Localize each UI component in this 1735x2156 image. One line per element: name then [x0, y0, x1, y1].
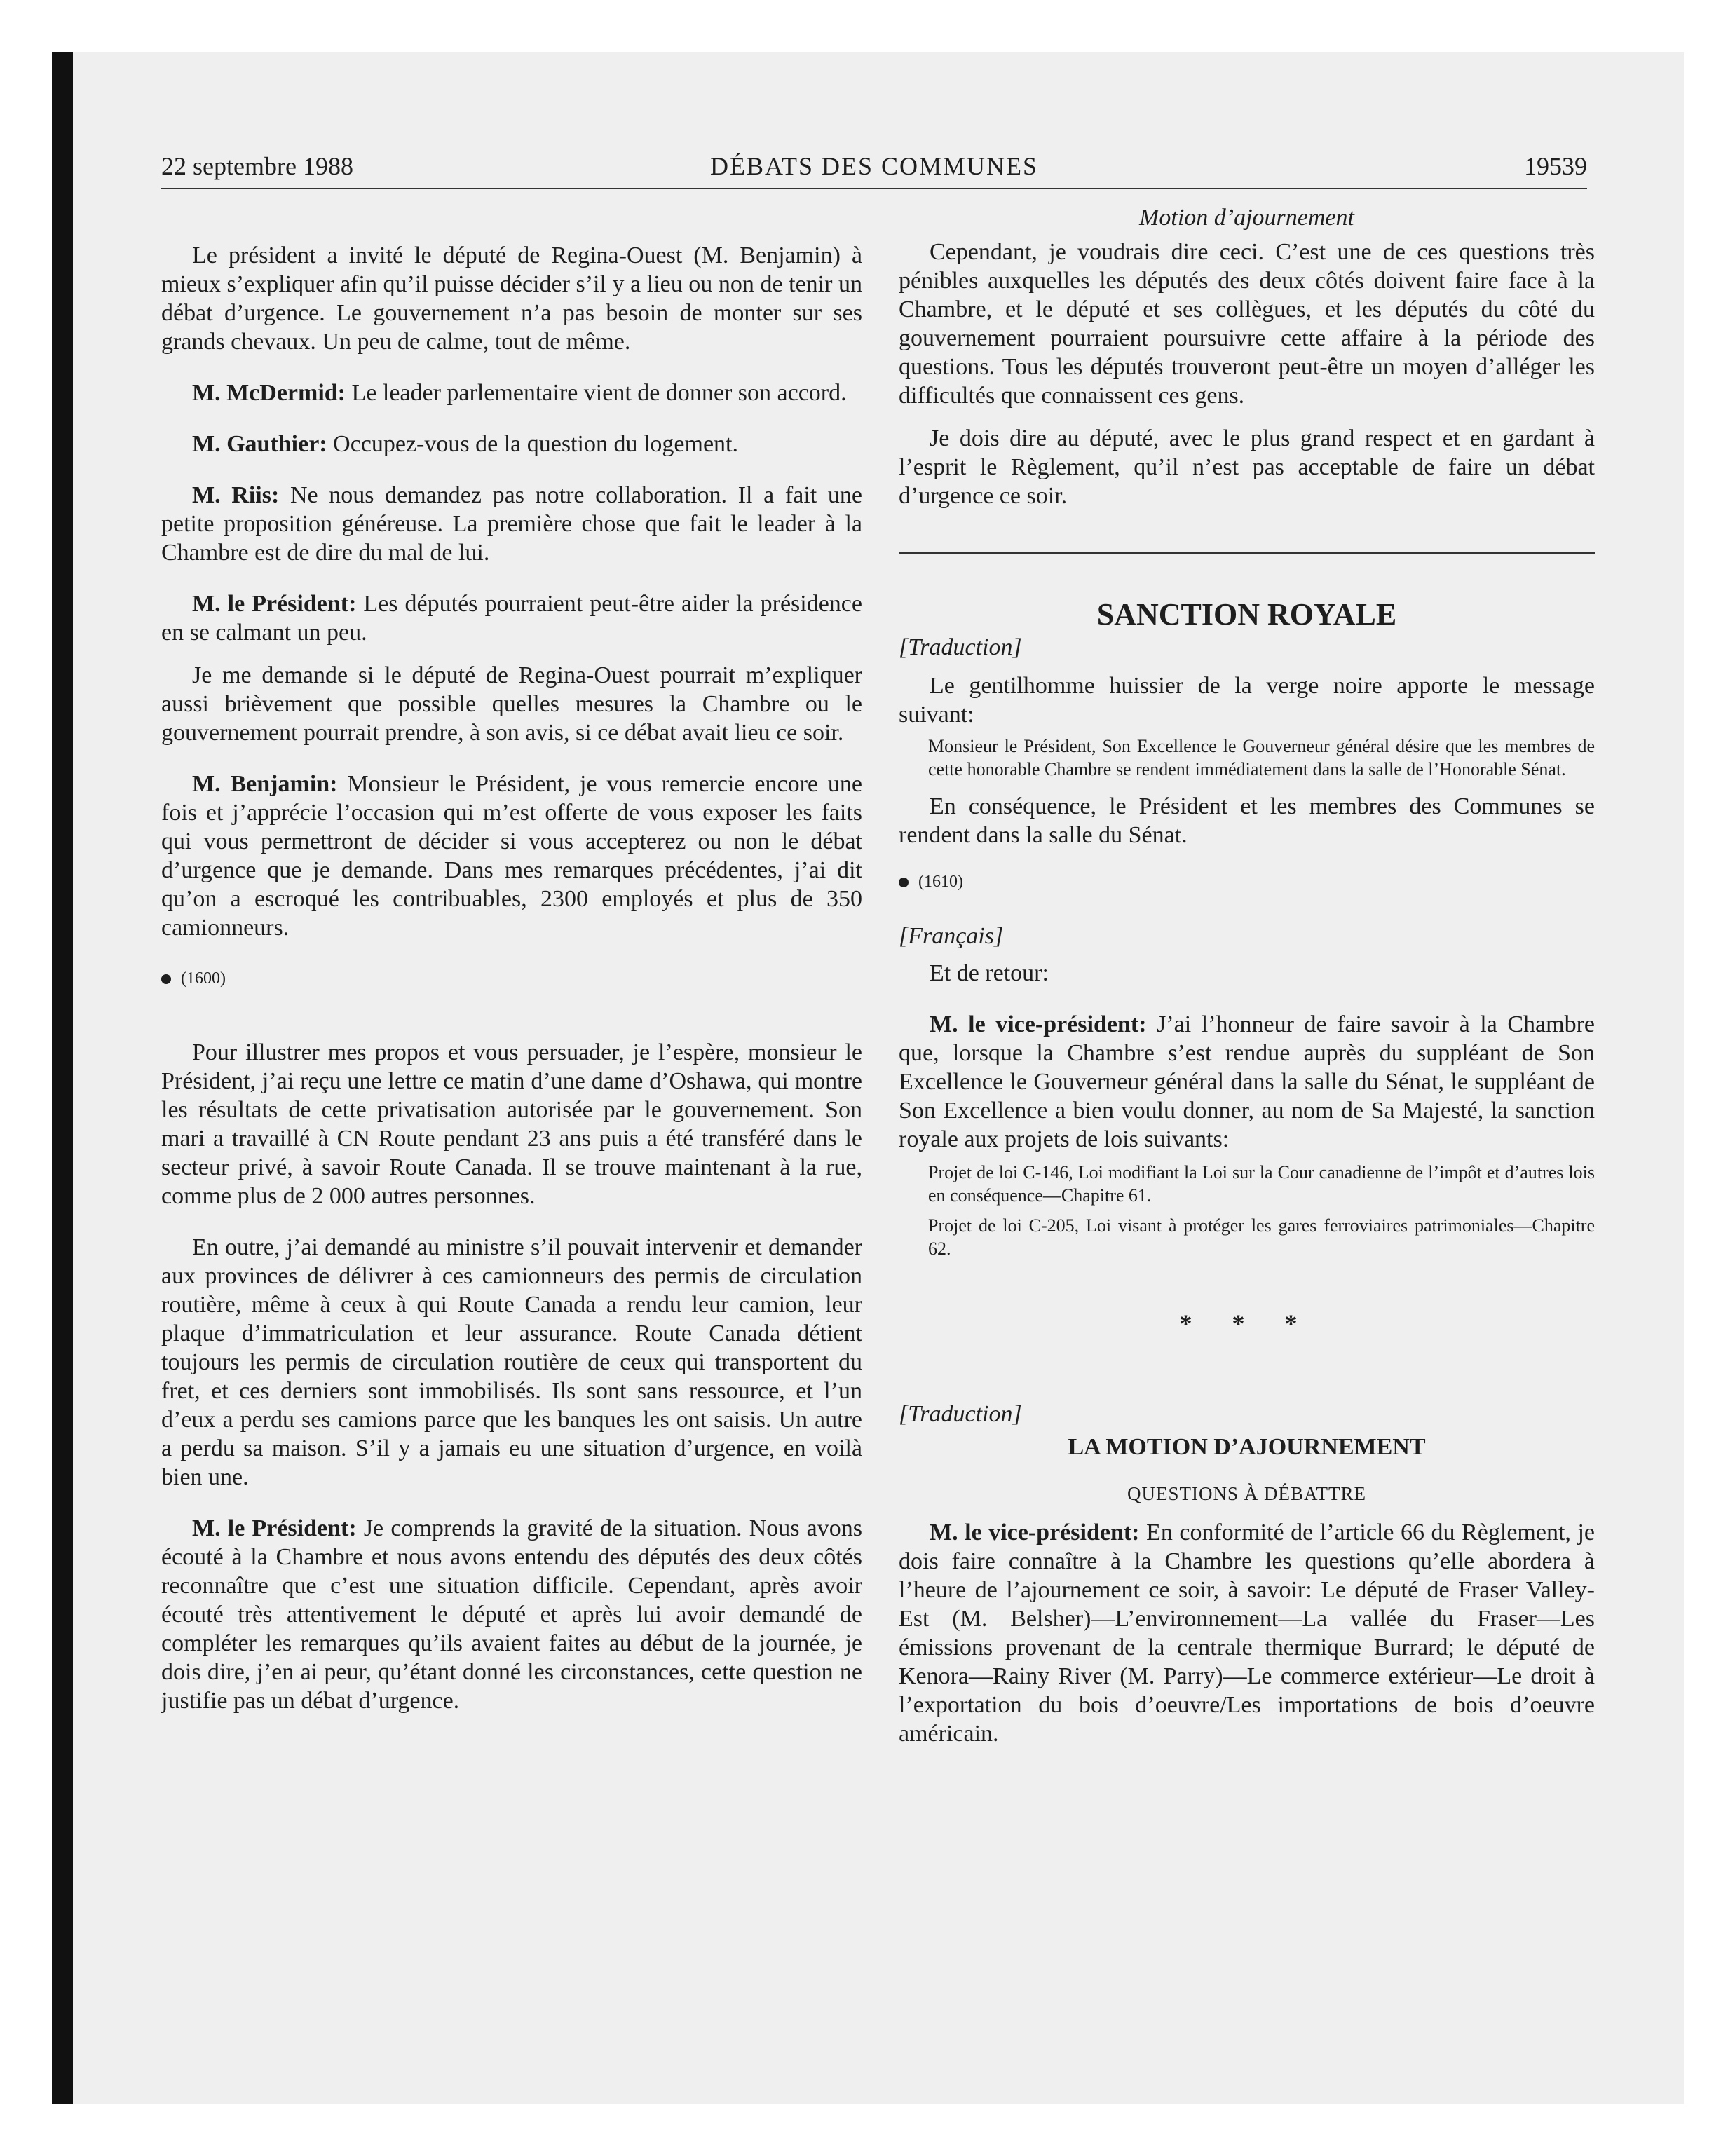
right-column [899, 203, 1595, 1748]
bullet-dot-icon [161, 974, 171, 984]
paragraph: M. le vice-président: En conformité de l’article 66 du Règlement, je dois faire connaître à la Chambre les questions qu’elle abordera à l’heure de l’ajournement ce soir, à savoir: Le député de Fraser Valley-Est (M. Belsher)—L’environnement—La vallée du Fraser—Les émissions provenant de la centrale thermique Burrard; le député de Kenora—Rainy River (M. Parry)—Le commerce extérieur—Le droit à l’exportation du bois d’oeuvre/Les importations de bois d’oeuvre américain. [899, 1520, 1595, 1747]
speaker-name: M. Benjamin: [192, 771, 338, 797]
speaker-name: M. le Président: [192, 591, 357, 617]
language-tag: [Traduction] [899, 1401, 1022, 1427]
speaker-name: M. McDermid: [192, 380, 346, 406]
paragraph: Pour illustrer mes propos et vous persuader, je l’espère, monsieur le Président, j’ai reçu une lettre ce matin d’une dame d’Oshawa, qui montre les résultats de cette privatisation autorisée par le gouvernement. Son mari a travaillé à CN Route pendant 23 ans puis a été transféré dans le secteur privé, à savoir Route Canada. Il se trouve maintenant à la rue, comme plus de 2 000 autres personnes. [161, 1039, 862, 1209]
bill-entry: Projet de loi C-205, Loi visant à protéger les gares ferroviaires patrimoniales—Chapitre 62. [928, 1215, 1595, 1259]
left-column [161, 203, 862, 1715]
bill-entry: Projet de loi C-146, Loi modifiant la Loi sur la Cour canadienne de l’impôt et d’autres lois en conséquence—Chapitre 61. [928, 1162, 1595, 1206]
paragraph: M. Benjamin: Monsieur le Président, je vous remercie encore une fois et j’apprécie l’occasion qui m’est offerte de vous exposer les faits qui vous permettront de décider si vous accepterez ou non le débat d’urgence que je demande. Dans mes remarques précédentes, j’ai dit qu’on a escroqué les contribuables, 2300 employés et plus de 350 camionneurs. [161, 771, 862, 941]
paragraph: En outre, j’ai demandé au ministre s’il pouvait intervenir et demander aux provinces de délivrer à ces camionneurs des permis de circulation routière, même à ceux à qui Route Canada a rendu leur camion, leur plaque d’immatriculation et leur assurance. Route Canada détient toujours les permis de circulation routière de ceux qui transportent du fret, et ces derniers sont immobilisés. Ils sont sans ressource, et l’un d’eux a perdu ses camions parce que les banques les ont saisis. Un autre a perdu sa maison. S’il y a jamais eu une situation d’urgence, en voilà bien une. [161, 1234, 862, 1490]
speaker-name: M. le vice-président: [930, 1011, 1147, 1037]
speaker-name: M. le vice-président: [930, 1520, 1140, 1546]
header-title: DÉBATS DES COMMUNES [709, 152, 1039, 180]
bullet-dot-icon [899, 878, 909, 887]
page-number: 19539 [1524, 152, 1587, 180]
header-date: 22 septembre 1988 [161, 152, 353, 180]
paragraph: Cependant, je voudrais dire ceci. C’est une de ces questions très pénibles auxquelles les députés des deux côtés doivent faire face à la Chambre, et le député et ses collègues, et les députés du côté du gouvernement pourraient poursuivre cette affaire à la période des questions. Tous les députés trouveront peut-être un moyen d’alléger les difficultés que connaissent ces gens. [899, 239, 1595, 409]
paragraph: M. Gauthier: Occupez-vous de la question du logement. [192, 431, 738, 457]
paragraph: M. le Président: Les députés pourraient peut-être aider la présidence en se calmant un peu. [161, 591, 862, 646]
section-subheading: QUESTIONS À DÉBATTRE [1127, 1483, 1366, 1504]
paragraph: M. le Président: Je comprends la gravité de la situation. Nous avons écouté à la Chambre et nous avons entendu des députés des deux côtés reconnaître que c’est une situation difficile. Cependant, après avoir écouté très attentivement le député et après lui avoir demandé de compléter les remarques qu’ils avaient faites au début de la journée, je dois dire, j’en ai peur, qu’étant donné les circonstances, cette question ne justifie pas un débat d’urgence. [161, 1515, 862, 1714]
section-stars: * * * [1179, 1309, 1314, 1337]
quoted-message: Monsieur le Président, Son Excellence le Gouverneur général désire que les membres de cette honorable Chambre se rendent immédiatement dans la salle de l’Honorable Sénat. [928, 736, 1595, 779]
speaker-name: M. le Président: [192, 1515, 357, 1541]
speaker-name: M. Riis: [192, 482, 280, 508]
paragraph: M. le vice-président: J’ai l’honneur de faire savoir à la Chambre que, lorsque la Chambre s’est rendue auprès du suppléant de Son Excellence le Gouverneur général dans la salle du Sénat, le suppléant de Son Excellence a bien voulu donner, au nom de Sa Majesté, la sanction royale aux projets de lois suivants: [899, 1011, 1595, 1152]
scan-edge-bar [52, 52, 73, 2104]
paragraph: Je dois dire au député, avec le plus grand respect et en gardant à l’esprit le Règlement, qu’il n’est pas acceptable de faire un débat d’urgence ce soir. [899, 425, 1595, 509]
paragraph: M. Riis: Ne nous demandez pas notre collaboration. Il a fait une petite proposition généreuse. La première chose que fait le leader à la Chambre est de dire du mal de lui. [161, 482, 862, 566]
paragraph: M. McDermid: Le leader parlementaire vient de donner son accord. [192, 380, 847, 406]
time-marker: (1610) [899, 868, 1595, 896]
paragraph: Le gentilhomme huissier de la verge noire apporte le message suivant: [899, 673, 1595, 728]
section-heading: SANCTION ROYALE [1096, 597, 1397, 632]
paragraph: En conséquence, le Président et les membres des Communes se rendent dans la salle du Sénat. [899, 793, 1595, 848]
language-tag: [Français] [899, 923, 1004, 949]
section-heading: LA MOTION D’AJOURNEMENT [1068, 1434, 1426, 1460]
paragraph: Le président a invité le député de Regina-Ouest (M. Benjamin) à mieux s’expliquer afin qu’il puisse décider s’il y a lieu ou non de tenir un débat d’urgence. Le gouvernement n’a pas besoin de monter sur ses grands chevaux. Un peu de calme, tout de même. [161, 243, 862, 355]
paragraph: Je me demande si le député de Regina-Ouest pourrait m’expliquer aussi brièvement que possible quelles mesures la Chambre ou le gouvernement pourrait prendre, à son avis, si ce débat avait lieu ce soir. [161, 662, 862, 746]
time-marker: (1600) [161, 964, 862, 993]
page-header [161, 151, 1587, 189]
paragraph: Et de retour: [930, 960, 1049, 986]
language-tag: [Traduction] [899, 634, 1022, 660]
running-head: Motion d’ajournement [1139, 205, 1354, 231]
speaker-name: M. Gauthier: [192, 431, 327, 457]
